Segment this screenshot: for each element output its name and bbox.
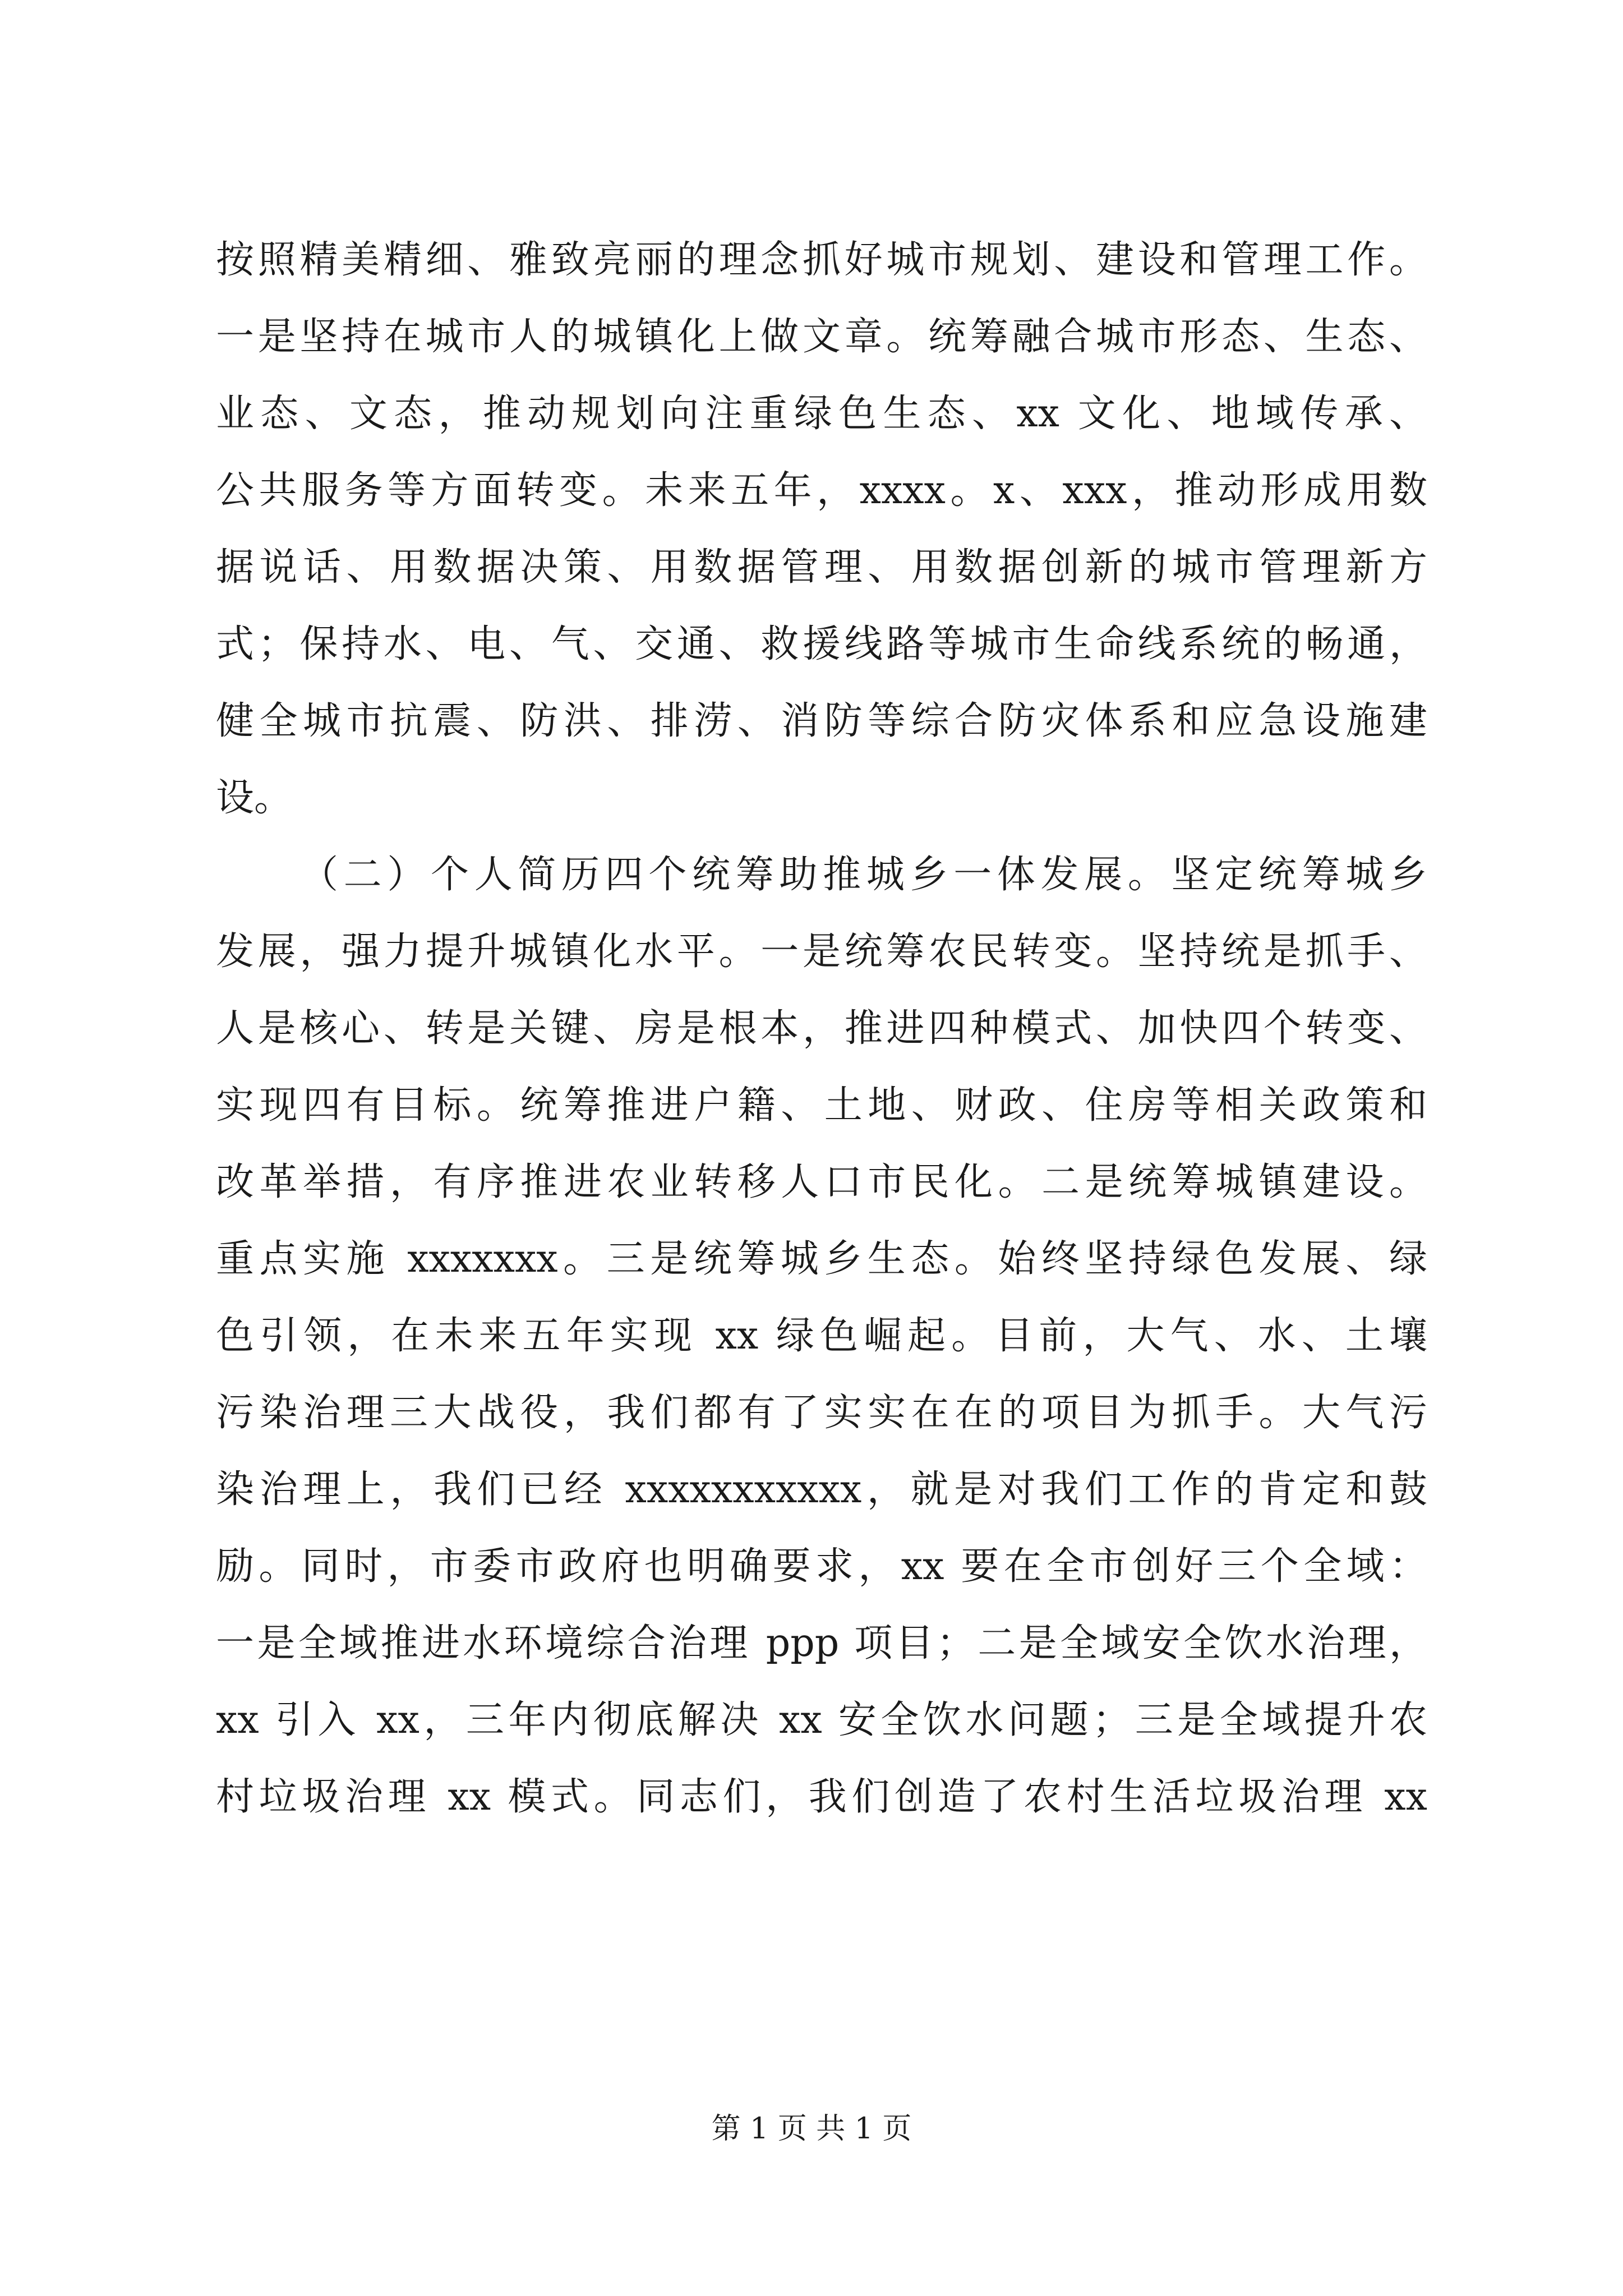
- text-line: 业态、文态，推动规划向注重绿色生态、xx 文化、地域传承、: [216, 392, 1427, 436]
- text-line: xx 引入 xx，三年内彻底解决 xx 安全饮水问题；三是全域提升农: [216, 1698, 1427, 1742]
- text-line: 设。: [216, 776, 293, 820]
- text-line: 发展，强力提升城镇化水平。一是统筹农民转变。坚持统是抓手、: [216, 930, 1427, 974]
- text-line: 染治理上，我们已经 xxxxxxxxxxx，就是对我们工作的肯定和鼓: [216, 1467, 1427, 1512]
- text-line: 重点实施 xxxxxxx。三是统筹城乡生态。始终坚持绿色发展、绿: [216, 1237, 1427, 1281]
- text-line: 改革举措，有序推进农业转移人口市民化。二是统筹城镇建设。: [216, 1160, 1427, 1204]
- text-line: 人是核心、转是关键、房是根本，推进四种模式、加快四个转变、: [216, 1006, 1427, 1051]
- text-line: 实现四有目标。统筹推进户籍、土地、财政、住房等相关政策和: [216, 1083, 1427, 1128]
- body-text: [216, 222, 1427, 1835]
- text-line: 据说话、用数据决策、用数据管理、用数据创新的城市管理新方: [216, 545, 1427, 590]
- text-line: 污染治理三大战役，我们都有了实实在在的项目为抓手。大气污: [216, 1391, 1427, 1435]
- page-number-footer: 第 1 页 共 1 页: [711, 2112, 912, 2146]
- text-line: 色引领，在未来五年实现 xx 绿色崛起。目前，大气、水、土壤: [216, 1314, 1427, 1358]
- text-line: 公共服务等方面转变。未来五年，xxxx。x、xxx，推动形成用数: [216, 468, 1427, 513]
- paragraph-start-line: （二）个人简历四个统筹助推城乡一体发展。坚定统筹城乡: [300, 853, 1427, 897]
- text-line: 一是坚持在城市人的城镇化上做文章。统筹融合城市形态、生态、: [216, 315, 1427, 359]
- text-line: 励。同时，市委市政府也明确要求，xx 要在全市创好三个全域：: [216, 1544, 1427, 1589]
- text-line: 式；保持水、电、气、交通、救援线路等城市生命线系统的畅通，: [216, 622, 1427, 666]
- text-line: 健全城市抗震、防洪、排涝、消防等综合防灾体系和应急设施建: [216, 699, 1427, 743]
- text-line: 按照精美精细、雅致亮丽的理念抓好城市规划、建设和管理工作。: [216, 238, 1427, 282]
- text-line: 一是全域推进水环境综合治理 ppp 项目；二是全域安全饮水治理，: [216, 1621, 1427, 1665]
- text-line: 村垃圾治理 xx 模式。同志们，我们创造了农村生活垃圾治理 xx: [216, 1775, 1427, 1819]
